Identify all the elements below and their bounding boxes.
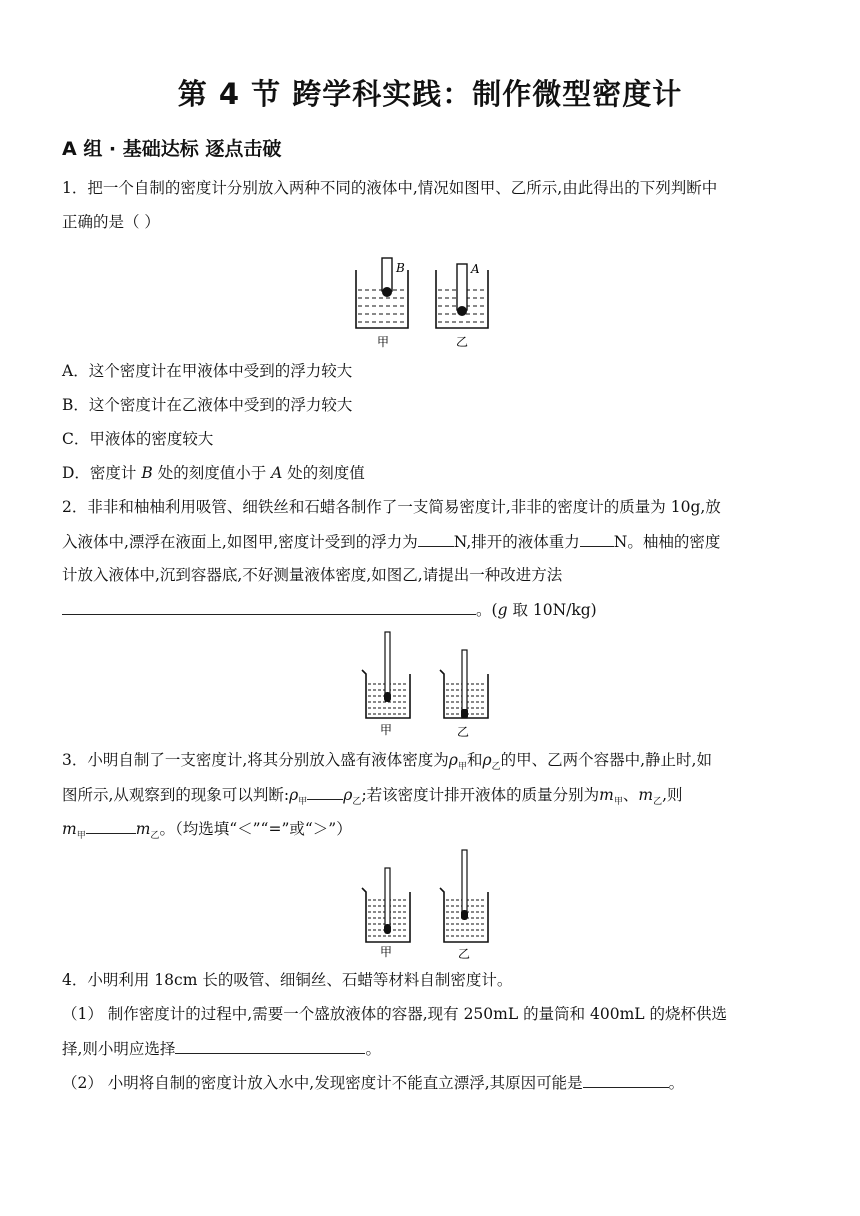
q3-figure	[358, 848, 498, 960]
q4-part2: （2） 小明将自制的密度计放入水中,发现密度计不能直立漂浮,其原因可能是 。	[62, 1074, 685, 1092]
q1-caption-jia: 甲	[377, 335, 390, 349]
q2-beaker-jia	[362, 632, 410, 718]
q2-blank-displaced-weight[interactable]	[580, 531, 614, 547]
q3-stem-line3: $m_甲$ $m_乙$。（均选填“＜”“=”或“＞”）	[62, 820, 352, 842]
q4-part1-line2: 择,则小明应选择 。	[62, 1040, 381, 1058]
q2-stem-line3: 计放入液体中,沉到容器底,不好测量液体密度,如图乙,请提出一种改进方法	[62, 566, 563, 584]
q1-stem-line2: 正确的是（ ）	[62, 213, 160, 231]
q4-stem: 4．小明利用 18cm 长的吸管、细铜丝、石蜡等材料自制密度计。	[62, 971, 513, 989]
q2-blank-buoyancy[interactable]	[418, 531, 454, 547]
q3-caption-yi: 乙	[458, 947, 471, 961]
q2-stem-line1: 2．非非和柚柚利用吸管、细铁丝和石蜡各制作了一支简易密度计,非非的密度计的质量为 10g,放	[62, 498, 721, 516]
q2-stem-line2: 入液体中,漂浮在液面上,如图甲,密度计受到的浮力为 N,排开的液体重力 N。柚柚的密度	[62, 533, 721, 551]
q1-option-b: B．这个密度计在乙液体中受到的浮力较大	[62, 396, 353, 414]
q1-container-yi	[436, 264, 488, 328]
q3-stem-line1: 3．小明自制了一支密度计,将其分别放入盛有液体密度为$\rho_甲$和$\rho_乙$的甲、乙两个容器中,静止时,如	[62, 751, 712, 773]
q1-label-b: B	[396, 261, 405, 275]
q1-option-d: D．密度计 B 处的刻度值小于 A 处的刻度值	[62, 464, 365, 482]
q3-blank-density-compare[interactable]	[307, 784, 343, 800]
q1-option-c: C．甲液体的密度较大	[62, 430, 214, 448]
q4-blank-container[interactable]	[175, 1038, 365, 1054]
q2-beaker-yi	[440, 650, 488, 718]
q2-caption-yi: 乙	[457, 725, 470, 739]
q1-caption-yi: 乙	[456, 335, 469, 349]
q1-label-a: A	[471, 262, 480, 276]
q1-option-a: A．这个密度计在甲液体中受到的浮力较大	[62, 362, 353, 380]
q3-caption-jia: 甲	[380, 945, 393, 959]
q3-beaker-yi	[440, 850, 488, 942]
section-heading: A 组 · 基础达标 逐点击破	[62, 138, 282, 160]
q2-caption-jia: 甲	[380, 723, 393, 737]
q2-figure	[358, 632, 498, 740]
q2-stem-line4: 。(g 取 10N/kg)	[62, 599, 597, 620]
q4-part1-line1: （1） 制作密度计的过程中,需要一个盛放液体的容器,现有 250mL 的量筒和 400mL 的烧杯供选	[62, 1005, 728, 1023]
q2-blank-improvement[interactable]	[62, 599, 476, 615]
q3-blank-mass-compare[interactable]	[86, 818, 136, 834]
q3-stem-line2: 图所示,从观察到的现象可以判断$:\rho_甲$ $\rho_乙$;若该密度计排开液体的质量分别为$m_甲$、$m_乙$,则	[62, 786, 683, 808]
q1-figure	[350, 258, 500, 350]
q3-beaker-jia	[362, 868, 410, 942]
q1-stem-line1: 1．把一个自制的密度计分别放入两种不同的液体中,情况如图甲、乙所示,由此得出的下列判断中	[62, 179, 718, 197]
q4-blank-reason[interactable]	[583, 1072, 669, 1088]
page-title: 第 4 节 跨学科实践：制作微型密度计	[177, 77, 683, 111]
